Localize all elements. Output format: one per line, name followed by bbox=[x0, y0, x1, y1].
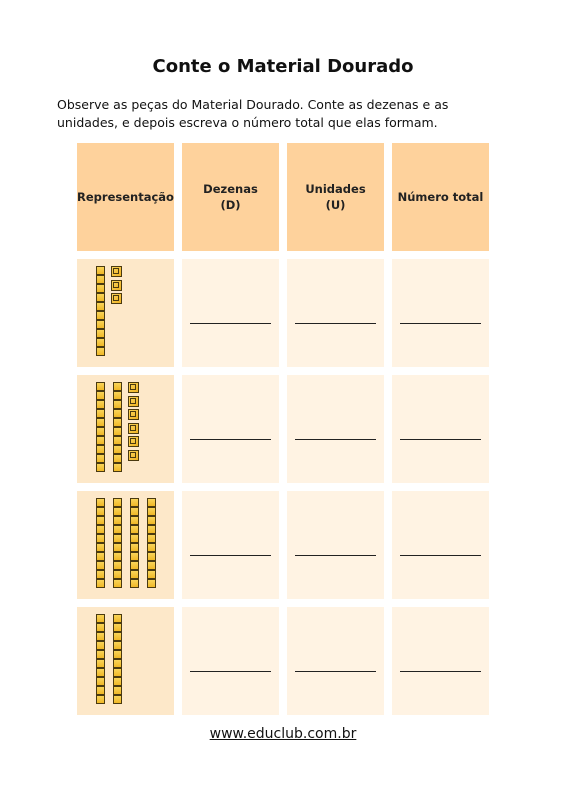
unit-cube-icon bbox=[128, 409, 139, 420]
ten-rod-icon bbox=[96, 498, 105, 588]
ten-rod-icon bbox=[96, 382, 105, 472]
ten-rod-icon bbox=[113, 498, 122, 588]
header-label: Dezenas bbox=[203, 182, 258, 196]
answer-cell-dezenas bbox=[182, 259, 279, 367]
answer-cell-total bbox=[392, 491, 489, 599]
answer-line[interactable] bbox=[295, 439, 376, 440]
header-representacao bbox=[77, 143, 174, 251]
unit-cube-icon bbox=[128, 396, 139, 407]
header-label: Número total bbox=[397, 190, 484, 204]
header-label: Unidades bbox=[305, 182, 366, 196]
ten-rod-icon bbox=[113, 382, 122, 472]
header-sublabel: (U) bbox=[325, 198, 346, 212]
answer-line[interactable] bbox=[190, 671, 271, 672]
unit-cube-icon bbox=[111, 293, 122, 304]
unit-cube-icon bbox=[111, 266, 122, 277]
unit-cube-icon bbox=[128, 450, 139, 461]
ten-rod-icon bbox=[113, 614, 122, 704]
footer-link[interactable]: www.educlub.com.br bbox=[209, 726, 357, 742]
answer-line[interactable] bbox=[190, 323, 271, 324]
answer-cell-dezenas bbox=[182, 491, 279, 599]
ten-rod-icon bbox=[147, 498, 156, 588]
answer-line[interactable] bbox=[295, 555, 376, 556]
answer-cell-total bbox=[392, 375, 489, 483]
unit-cube-icon bbox=[128, 423, 139, 434]
header-label: Representação bbox=[77, 190, 174, 204]
answer-cell-unidades bbox=[287, 375, 384, 483]
representation-cell bbox=[77, 607, 174, 715]
ten-rod-icon bbox=[96, 614, 105, 704]
answer-line[interactable] bbox=[190, 555, 271, 556]
answer-cell-total bbox=[392, 259, 489, 367]
counting-table bbox=[77, 143, 489, 715]
ten-rod-icon bbox=[96, 266, 105, 356]
unit-cube-icon bbox=[111, 280, 122, 291]
answer-cell-dezenas bbox=[182, 375, 279, 483]
answer-line[interactable] bbox=[400, 671, 481, 672]
answer-cell-unidades bbox=[287, 259, 384, 367]
answer-line[interactable] bbox=[295, 671, 376, 672]
answer-line[interactable] bbox=[295, 323, 376, 324]
representation-cell bbox=[77, 259, 174, 367]
representation-cell bbox=[77, 491, 174, 599]
ten-rod-icon bbox=[130, 498, 139, 588]
header-numero-total bbox=[392, 143, 489, 251]
unit-cube-icon bbox=[128, 382, 139, 393]
header-dezenas bbox=[182, 143, 279, 251]
header-unidades bbox=[287, 143, 384, 251]
answer-cell-unidades bbox=[287, 607, 384, 715]
header-sublabel: (D) bbox=[220, 198, 241, 212]
page-title: Conte o Material Dourado bbox=[152, 56, 414, 77]
answer-line[interactable] bbox=[400, 439, 481, 440]
answer-cell-total bbox=[392, 607, 489, 715]
answer-cell-dezenas bbox=[182, 607, 279, 715]
answer-line[interactable] bbox=[190, 439, 271, 440]
answer-line[interactable] bbox=[400, 323, 481, 324]
representation-cell bbox=[77, 375, 174, 483]
instructions-text: Observe as peças do Material Dourado. Conte as dezenas e as unidades, e depois escreva o número total que elas formam. bbox=[57, 97, 449, 130]
answer-line[interactable] bbox=[400, 555, 481, 556]
unit-cube-icon bbox=[128, 436, 139, 447]
answer-cell-unidades bbox=[287, 491, 384, 599]
